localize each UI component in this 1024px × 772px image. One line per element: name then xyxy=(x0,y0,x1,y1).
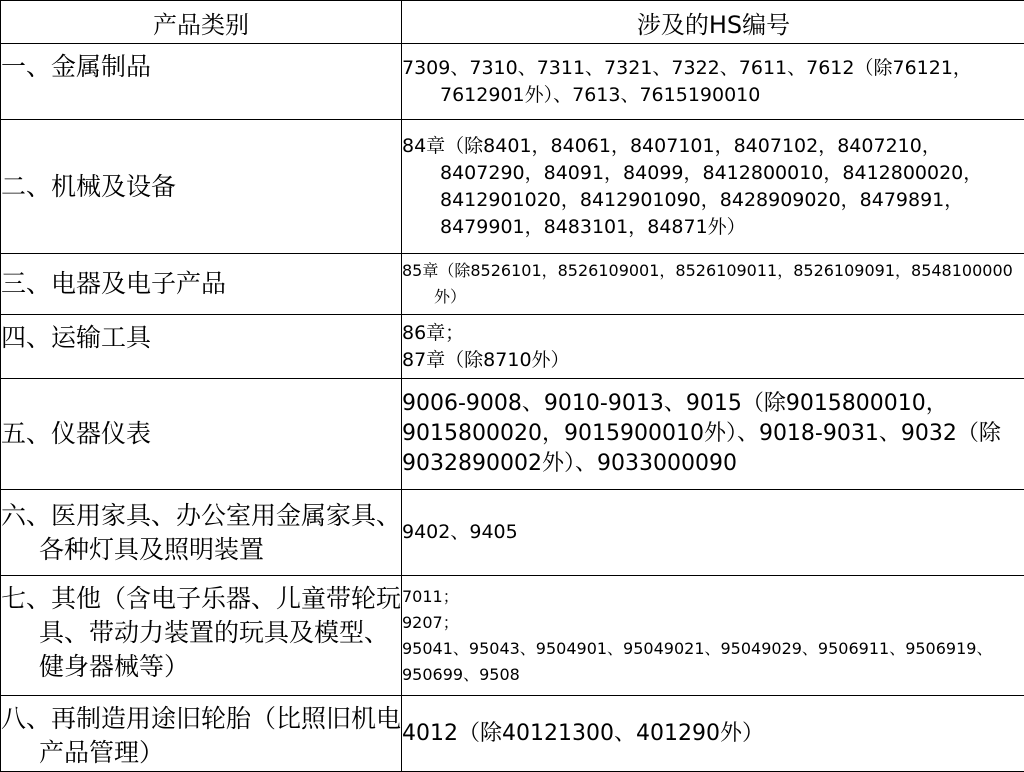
category-label: 五、仪器仪表 xyxy=(1,419,151,448)
category-label: 七、其他（含电子乐器、儿童带轮玩具、带动力装置的玩具及模型、健身器械等） xyxy=(1,582,401,684)
table-row xyxy=(1,120,1024,254)
codes-text: 84章（除8401，84061，8407101，8407102，8407210，8407290，84091，84099，8412800010，8412800020，8412901020，8412901090，8428909020，8479891，8479901，8483101，84871外） xyxy=(402,133,1024,241)
table-row xyxy=(1,696,1024,772)
codes-line: 9207； xyxy=(402,610,1024,636)
table-row xyxy=(1,576,1024,696)
codes-cell xyxy=(402,576,1024,696)
codes-text: 9006-9008、9010-9013、9015（除9015800010，9015800020，9015900010外）、9018-9031、9032（除9032890002外）、9033000090 xyxy=(402,389,1024,479)
header-hs-codes: 涉及的HS编号 xyxy=(402,1,1024,44)
table-header-row xyxy=(1,1,1024,44)
category-cell xyxy=(1,576,402,696)
category-label: 四、运输工具 xyxy=(1,323,151,352)
codes-cell xyxy=(402,44,1024,120)
category-cell xyxy=(1,254,402,315)
codes-cell xyxy=(402,490,1024,576)
category-label: 二、机械及设备 xyxy=(1,172,176,201)
category-cell xyxy=(1,696,402,772)
table-row xyxy=(1,254,1024,315)
codes-line: 95041、95043、9504901、95049021、95049029、9506911、9506919、950699、9508 xyxy=(402,636,1024,688)
codes-line: 87章（除8710外） xyxy=(402,347,1024,374)
codes-cell xyxy=(402,379,1024,490)
table-row xyxy=(1,315,1024,379)
codes-line: 86章； xyxy=(402,320,1024,347)
category-cell xyxy=(1,44,402,120)
codes-cell xyxy=(402,315,1024,379)
category-label: 三、电器及电子产品 xyxy=(1,269,226,298)
category-cell xyxy=(1,379,402,490)
codes-line: 7011； xyxy=(402,584,1024,610)
table-row xyxy=(1,490,1024,576)
category-cell xyxy=(1,315,402,379)
codes-text: 4012（除40121300、401290外） xyxy=(402,719,1024,749)
category-label: 一、金属制品 xyxy=(1,52,151,81)
codes-text: 85章（除8526101，8526109001，8526109011，8526109091，8548100000外） xyxy=(402,258,1024,310)
category-cell xyxy=(1,490,402,576)
codes-cell xyxy=(402,254,1024,315)
category-cell xyxy=(1,120,402,254)
codes-cell xyxy=(402,696,1024,772)
codes-cell xyxy=(402,120,1024,254)
codes-text: 9402、9405 xyxy=(402,519,1024,546)
codes-text: 7309、7310、7311、7321、7322、7611、7612（除76121，7612901外）、7613、7615190010 xyxy=(402,55,1024,109)
table-row xyxy=(1,379,1024,490)
category-label: 六、医用家具、办公室用金属家具、各种灯具及照明装置 xyxy=(1,499,401,567)
table-row xyxy=(1,44,1024,120)
category-label: 八、再制造用途旧轮胎（比照旧机电产品管理） xyxy=(1,702,401,770)
header-product-category: 产品类别 xyxy=(1,1,402,44)
